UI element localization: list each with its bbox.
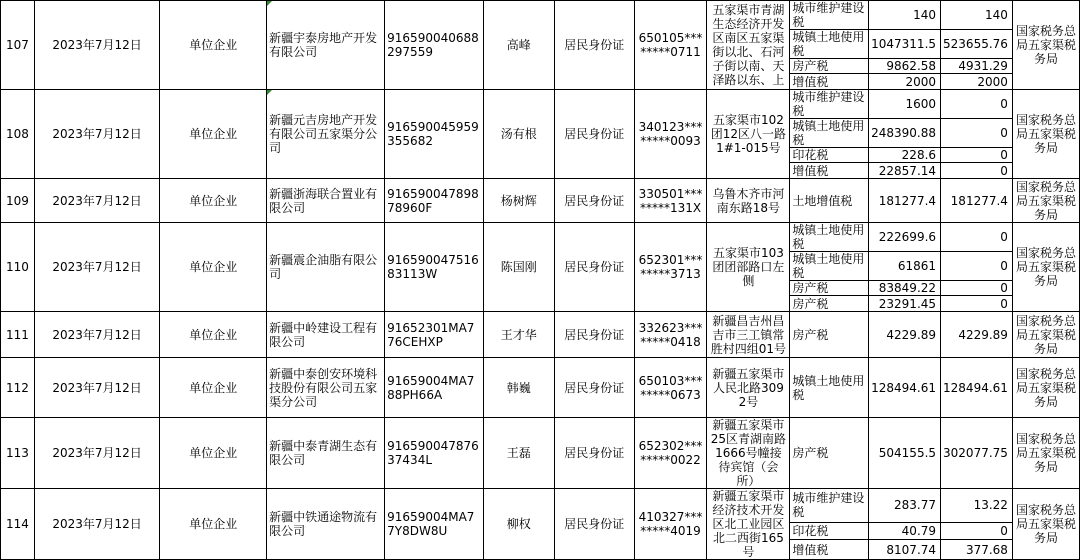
current-amount-cell: 0 [941, 281, 1013, 296]
legal-person-cell: 柳权 [483, 489, 554, 560]
owed-amount-cell: 4229.89 [869, 312, 941, 358]
company-name-cell: 新疆浙海联合置业有限公司 [267, 179, 385, 223]
current-amount-cell: 140 [941, 1, 1013, 30]
legal-person-cell: 韩巍 [483, 358, 554, 418]
legal-person-cell: 王磊 [483, 418, 554, 489]
owed-amount-cell: 283.77 [869, 489, 941, 523]
id-number-cell: 652301********3713 [634, 223, 707, 312]
tax-type-cell: 城镇土地使用税 [790, 119, 869, 148]
table-body [1, 1, 1080, 560]
address-cell: 五家渠市青湖生态经济开发区南区五家渠街以北、石河子街以南、天泽路以东、上 [707, 1, 790, 90]
credit-code-cell: 91659004751683113W [385, 223, 483, 312]
current-amount-cell: 0 [941, 119, 1013, 148]
address-cell: 新疆五家渠市25区青湖南路1666号幢接待宾馆（会所） [707, 418, 790, 489]
owed-amount-cell: 23291.45 [869, 296, 941, 312]
date-cell: 2023年7月12日 [34, 1, 159, 90]
credit-code-cell: 91659004MA77Y8DW8U [385, 489, 483, 560]
date-cell: 2023年7月12日 [34, 358, 159, 418]
address-cell: 五家渠市103团团部路口左侧 [707, 223, 790, 312]
current-amount-cell: 4229.89 [941, 312, 1013, 358]
tax-type-cell: 城市维护建设税 [790, 1, 869, 30]
tax-type-cell: 土地增值税 [790, 179, 869, 223]
table-row [1, 358, 1080, 418]
address-cell: 五家渠市102团12区八一路1#1-015号 [707, 90, 790, 179]
credit-code-cell: 91652301MA776CEHXP [385, 312, 483, 358]
credit-code-cell: 91659004789878960F [385, 179, 483, 223]
tax-type-cell: 房产税 [790, 312, 869, 358]
current-amount-cell: 377.68 [941, 540, 1013, 560]
address-cell: 新疆五家渠市经济技术开发区北工业园区北二西街165号 [707, 489, 790, 560]
tax-type-cell: 城镇土地使用税 [790, 252, 869, 281]
owed-amount-cell: 2000 [869, 74, 941, 90]
company-name-cell: 新疆中泰青湖生态有限公司 [267, 418, 385, 489]
owed-amount-cell: 61861 [869, 252, 941, 281]
tax-authority-cell: 国家税务总局五家渠税务局 [1012, 489, 1079, 560]
id-type-cell: 居民身份证 [554, 179, 634, 223]
tax-type-cell: 城市维护建设税 [790, 90, 869, 119]
current-amount-cell: 2000 [941, 74, 1013, 90]
id-number-cell: 332623********0418 [634, 312, 707, 358]
tax-type-cell: 城镇土地使用税 [790, 30, 869, 59]
table-row [1, 1, 1080, 30]
owed-amount-cell: 504155.5 [869, 418, 941, 489]
row-number: 113 [1, 418, 35, 489]
id-type-cell: 居民身份证 [554, 312, 634, 358]
date-cell: 2023年7月12日 [34, 489, 159, 560]
current-amount-cell: 4931.29 [941, 59, 1013, 74]
tax-type-cell: 增值税 [790, 163, 869, 179]
row-number: 110 [1, 223, 35, 312]
legal-person-cell: 汤有根 [483, 90, 554, 179]
current-amount-cell: 0 [941, 148, 1013, 163]
id-type-cell: 居民身份证 [554, 358, 634, 418]
owed-amount-cell: 9862.58 [869, 59, 941, 74]
legal-person-cell: 陈国刚 [483, 223, 554, 312]
current-amount-cell: 181277.4 [941, 179, 1013, 223]
table-row [1, 312, 1080, 358]
owed-amount-cell: 1047311.5 [869, 30, 941, 59]
row-number: 114 [1, 489, 35, 560]
id-type-cell: 居民身份证 [554, 418, 634, 489]
credit-code-cell: 916590040688297559 [385, 1, 483, 90]
table-row [1, 223, 1080, 252]
id-type-cell: 居民身份证 [554, 223, 634, 312]
tax-type-cell: 城市维护建设税 [790, 489, 869, 523]
address-cell: 新疆昌吉州昌吉市三工镇常胜村四组01号 [707, 312, 790, 358]
id-number-cell: 410327********4019 [634, 489, 707, 560]
current-amount-cell: 302077.75 [941, 418, 1013, 489]
id-type-cell: 居民身份证 [554, 489, 634, 560]
owed-amount-cell: 140 [869, 1, 941, 30]
taxpayer-type-cell: 单位企业 [160, 223, 267, 312]
company-name-cell: 新疆中铁通途物流有限公司 [267, 489, 385, 560]
row-number: 108 [1, 90, 35, 179]
row-number: 109 [1, 179, 35, 223]
tax-type-cell: 印花税 [790, 522, 869, 539]
legal-person-cell: 高峰 [483, 1, 554, 90]
table-row [1, 489, 1080, 523]
id-number-cell: 340123********0093 [634, 90, 707, 179]
id-number-cell: 330501********131X [634, 179, 707, 223]
tax-authority-cell: 国家税务总局五家渠税务局 [1012, 312, 1079, 358]
table-row [1, 179, 1080, 223]
taxpayer-type-cell: 单位企业 [160, 90, 267, 179]
tax-authority-cell: 国家税务总局五家渠税务局 [1012, 90, 1079, 179]
credit-code-cell: 91659004MA788PH66A [385, 358, 483, 418]
current-amount-cell: 13.22 [941, 489, 1013, 523]
tax-authority-cell: 国家税务总局五家渠税务局 [1012, 223, 1079, 312]
id-number-cell: 650105********0711 [634, 1, 707, 90]
taxpayer-type-cell: 单位企业 [160, 1, 267, 90]
taxpayer-type-cell: 单位企业 [160, 312, 267, 358]
address-cell: 乌鲁木齐市河南东路18号 [707, 179, 790, 223]
id-type-cell: 居民身份证 [554, 90, 634, 179]
current-amount-cell: 0 [941, 223, 1013, 252]
legal-person-cell: 王才华 [483, 312, 554, 358]
tax-type-cell: 增值税 [790, 74, 869, 90]
id-type-cell: 居民身份证 [554, 1, 634, 90]
tax-authority-cell: 国家税务总局五家渠税务局 [1012, 358, 1079, 418]
owed-amount-cell: 83849.22 [869, 281, 941, 296]
company-name-cell: 新疆中泰创安环境科技股份有限公司五家渠分公司 [267, 358, 385, 418]
owed-amount-cell: 248390.88 [869, 119, 941, 148]
tax-type-cell: 房产税 [790, 296, 869, 312]
current-amount-cell: 0 [941, 90, 1013, 119]
current-amount-cell: 0 [941, 252, 1013, 281]
owed-amount-cell: 181277.4 [869, 179, 941, 223]
tax-authority-cell: 国家税务总局五家渠税务局 [1012, 1, 1079, 90]
owed-amount-cell: 1600 [869, 90, 941, 119]
current-amount-cell: 0 [941, 163, 1013, 179]
date-cell: 2023年7月12日 [34, 179, 159, 223]
owed-amount-cell: 228.6 [869, 148, 941, 163]
tax-type-cell: 印花税 [790, 148, 869, 163]
owed-amount-cell: 222699.6 [869, 223, 941, 252]
credit-code-cell: 916590045959355682 [385, 90, 483, 179]
company-name-cell: 新疆震企油脂有限公司 [267, 223, 385, 312]
owed-amount-cell: 40.79 [869, 522, 941, 539]
table-row [1, 418, 1080, 489]
tax-type-cell: 房产税 [790, 418, 869, 489]
current-amount-cell: 128494.61 [941, 358, 1013, 418]
legal-person-cell: 杨树辉 [483, 179, 554, 223]
row-number: 111 [1, 312, 35, 358]
owed-amount-cell: 128494.61 [869, 358, 941, 418]
id-number-cell: 652302********0022 [634, 418, 707, 489]
taxpayer-type-cell: 单位企业 [160, 489, 267, 560]
date-cell: 2023年7月12日 [34, 223, 159, 312]
date-cell: 2023年7月12日 [34, 312, 159, 358]
row-number: 112 [1, 358, 35, 418]
company-name-cell: 新疆宇泰房地产开发有限公司 [267, 1, 385, 90]
owed-amount-cell: 22857.14 [869, 163, 941, 179]
tax-type-cell: 增值税 [790, 540, 869, 560]
table-row [1, 90, 1080, 119]
owed-amount-cell: 8107.74 [869, 540, 941, 560]
current-amount-cell: 523655.76 [941, 30, 1013, 59]
tax-type-cell: 城镇土地使用税 [790, 223, 869, 252]
current-amount-cell: 0 [941, 296, 1013, 312]
id-number-cell: 650103********0673 [634, 358, 707, 418]
tax-type-cell: 房产税 [790, 281, 869, 296]
company-name-cell: 新疆中岭建设工程有限公司 [267, 312, 385, 358]
taxpayer-type-cell: 单位企业 [160, 358, 267, 418]
taxpayer-type-cell: 单位企业 [160, 179, 267, 223]
company-name-cell: 新疆元吉房地产开发有限公司五家渠分公司 [267, 90, 385, 179]
date-cell: 2023年7月12日 [34, 418, 159, 489]
address-cell: 新疆五家渠市人民北路3092号 [707, 358, 790, 418]
tax-type-cell: 城镇土地使用税 [790, 358, 869, 418]
tax-authority-cell: 国家税务总局五家渠税务局 [1012, 418, 1079, 489]
date-cell: 2023年7月12日 [34, 90, 159, 179]
row-number: 107 [1, 1, 35, 90]
taxpayer-type-cell: 单位企业 [160, 418, 267, 489]
credit-code-cell: 91659004787637434L [385, 418, 483, 489]
tax-authority-cell: 国家税务总局五家渠税务局 [1012, 179, 1079, 223]
tax-type-cell: 房产税 [790, 59, 869, 74]
current-amount-cell: 0 [941, 522, 1013, 539]
